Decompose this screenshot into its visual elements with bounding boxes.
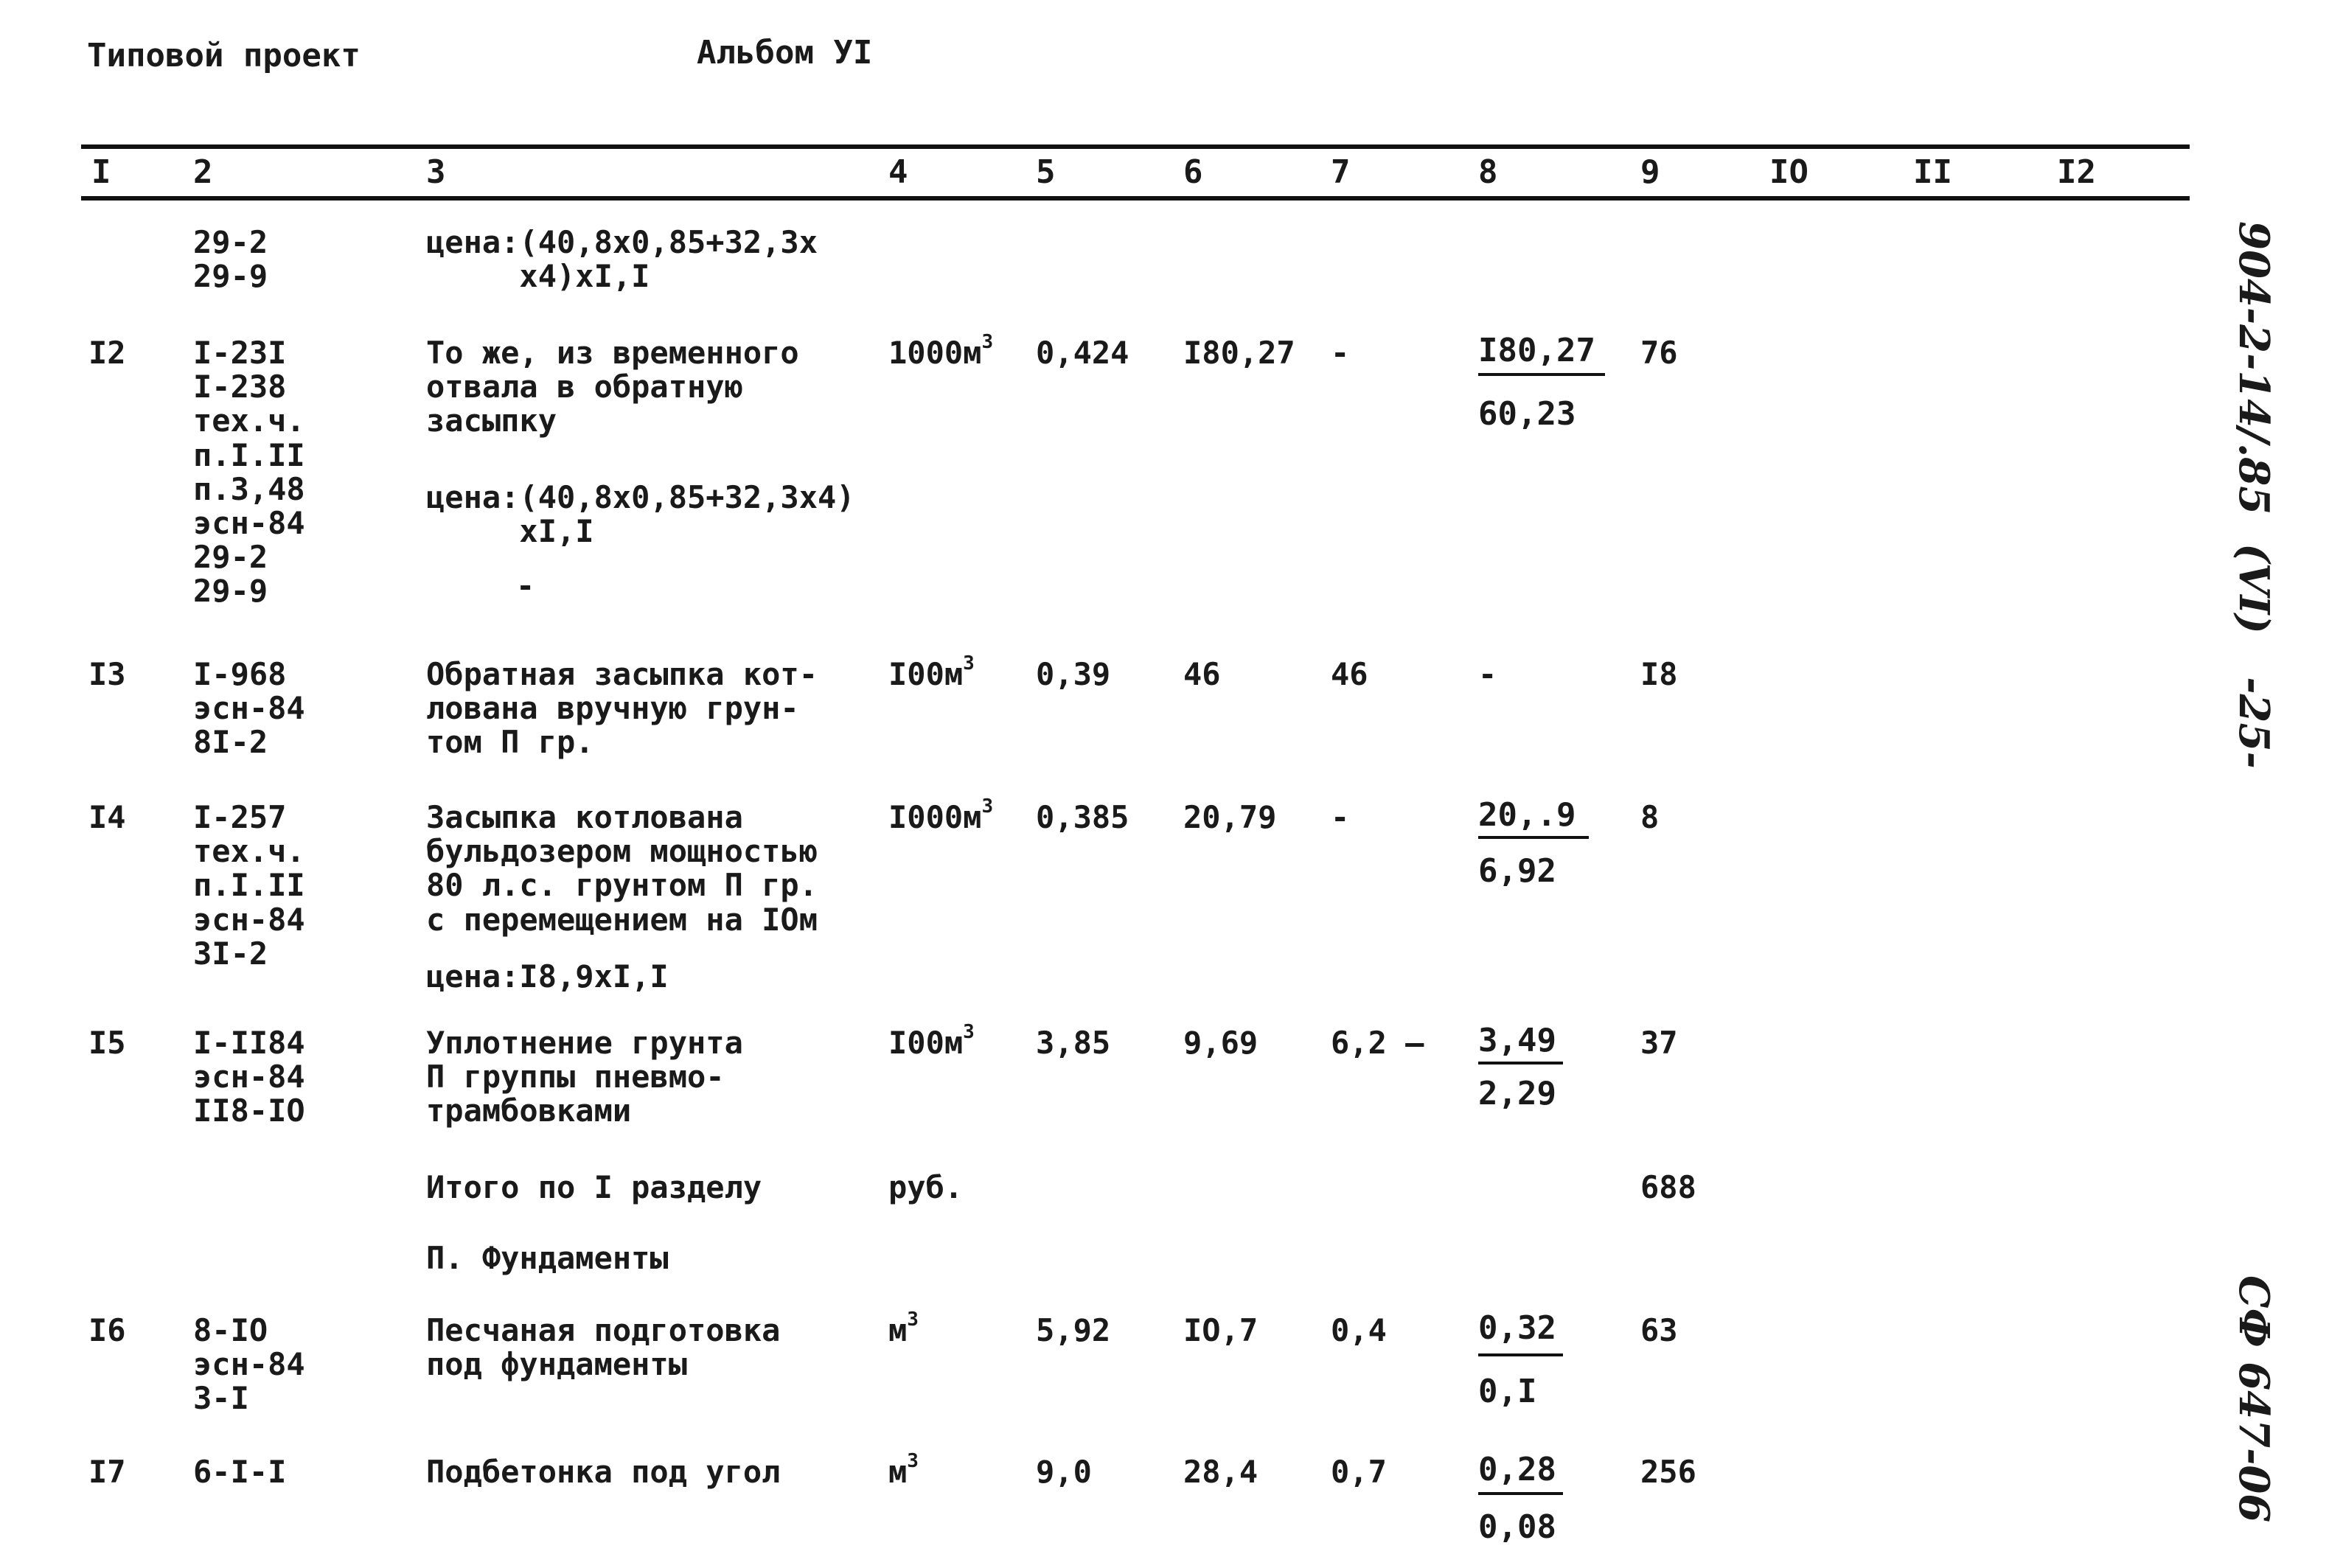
col-header-7: 7 <box>1331 153 1351 191</box>
row15-c8-bottom: 2,29 <box>1478 1075 1556 1112</box>
row17-c8-line <box>1478 1492 1563 1495</box>
row13-desc: Обратная засыпка кот- лована вручную грун- том П гр. <box>426 656 818 761</box>
side-sheet-code: СФ 647-06 <box>2229 1275 2278 1523</box>
row12-c8-top: I80,27 <box>1478 332 1595 369</box>
row15-num: I5 <box>88 1025 126 1061</box>
row13-c9: I8 <box>1640 656 1678 692</box>
row12-qty: 0,424 <box>1036 335 1129 371</box>
row16-unit-sup: 3 <box>907 1309 919 1331</box>
row13-codes: I-968 эсн-84 8I-2 <box>193 656 305 761</box>
col-header-1: I <box>91 153 111 191</box>
row12-desc: То же, из временного отвала в обратную засыпку <box>426 335 799 439</box>
row17-c8-top: 0,28 <box>1478 1451 1556 1488</box>
row15-desc: Уплотнение грунта П группы пневмо- трамбовками <box>426 1025 743 1129</box>
row14-desc: Засыпка котлована бульдозером мощностью 80 л.с. грунтом П гр. с перемещением на IOм <box>426 799 818 938</box>
row17-desc: Подбетонка под угол <box>426 1454 781 1490</box>
col-header-10: IO <box>1769 153 1808 191</box>
row17-unit-text: м <box>888 1454 908 1490</box>
row15-c8-top: 3,49 <box>1478 1022 1556 1059</box>
row16-c8-line <box>1478 1353 1563 1356</box>
row16-desc: Песчаная подготовка под фундаменты <box>426 1312 781 1383</box>
row14-c8-bottom: 6,92 <box>1478 852 1556 890</box>
row15-unit <box>888 1021 975 1061</box>
row12-num: I2 <box>88 335 126 371</box>
row14-c8-top: 20,.9 <box>1478 796 1576 834</box>
row15-c9: 37 <box>1640 1025 1678 1061</box>
row15-unit-sup: 3 <box>963 1021 975 1043</box>
row13-unit <box>888 652 975 692</box>
header-rule-bottom <box>81 196 2190 201</box>
row16-unit <box>888 1309 919 1348</box>
row16-c8-bottom: 0,I <box>1478 1373 1537 1410</box>
row17-unit-sup: 3 <box>907 1450 919 1472</box>
row13-c8: - <box>1478 656 1497 692</box>
row12-c8-bottom: 60,23 <box>1478 395 1576 433</box>
row15-codes: I-II84 эсн-84 II8-IO <box>193 1025 305 1129</box>
row17-c9: 256 <box>1640 1454 1696 1490</box>
col-header-4: 4 <box>888 153 908 191</box>
total-section1-label: Итого по I разделу <box>426 1169 762 1205</box>
total-section1-unit: руб. <box>888 1169 964 1205</box>
row12-dash: - <box>516 568 535 604</box>
row12-c8-line <box>1478 373 1605 376</box>
row14-unit <box>888 795 994 835</box>
row14-c7: - <box>1331 799 1350 835</box>
col-header-3: 3 <box>426 153 446 191</box>
row14-unit-sup: 3 <box>981 795 994 818</box>
row16-qty: 5,92 <box>1036 1312 1111 1348</box>
row16-c6: IO,7 <box>1183 1312 1258 1348</box>
row13-c6: 46 <box>1183 656 1221 692</box>
row14-codes: I-257 тех.ч. п.I.II эсн-84 3I-2 <box>193 799 305 972</box>
row14-c6: 20,79 <box>1183 799 1277 835</box>
row15-unit-text: I00м <box>888 1025 964 1061</box>
row16-c9: 63 <box>1640 1312 1678 1348</box>
row17-num: I7 <box>88 1454 126 1490</box>
row17-c7: 0,7 <box>1331 1454 1387 1490</box>
row12-price-note: цена:(40,8x0,85+32,3x4) xI,I <box>426 479 855 550</box>
row13-qty: 0,39 <box>1036 656 1111 692</box>
row17-c6: 28,4 <box>1183 1454 1258 1490</box>
row15-c7: 6,2 — <box>1331 1025 1424 1061</box>
row13-num: I3 <box>88 656 126 692</box>
row16-unit-text: м <box>888 1312 908 1348</box>
col-header-11: II <box>1913 153 1952 191</box>
col-header-6: 6 <box>1183 153 1203 191</box>
row13-unit-text: I00м <box>888 656 964 692</box>
row15-c8-line <box>1478 1062 1563 1065</box>
col-header-8: 8 <box>1478 153 1498 191</box>
row13-c7: 46 <box>1331 656 1368 692</box>
row13-unit-sup: 3 <box>963 652 975 675</box>
row12-unit-text: 1000м <box>888 335 982 371</box>
row17-unit <box>888 1450 919 1490</box>
row12-c6: I80,27 <box>1183 335 1295 371</box>
row14-price-note: цена:I8,9xI,I <box>426 958 669 994</box>
row16-c7: 0,4 <box>1331 1312 1387 1348</box>
side-project-code: 904-2-14/.85 (VI) -25- <box>2229 221 2278 769</box>
row14-c9: 8 <box>1640 799 1660 835</box>
row12-unit-sup: 3 <box>981 331 994 353</box>
col-header-2: 2 <box>193 153 213 191</box>
row16-codes: 8-IO эсн-84 3-I <box>193 1312 305 1417</box>
row15-c6: 9,69 <box>1183 1025 1258 1061</box>
row12-codes: I-23I I-238 тех.ч. п.I.II п.3,48 эсн-84 29-2 29-9 <box>193 335 305 610</box>
row17-qty: 9,0 <box>1036 1454 1092 1490</box>
album-label: Альбом УI <box>697 34 873 72</box>
col-header-5: 5 <box>1036 153 1056 191</box>
col-header-12: I2 <box>2057 153 2096 191</box>
row14-c8-line <box>1478 836 1589 839</box>
row14-num: I4 <box>88 799 126 835</box>
row14-unit-text: I000м <box>888 799 982 835</box>
row17-c8-bottom: 0,08 <box>1478 1508 1556 1546</box>
col-header-9: 9 <box>1640 153 1660 191</box>
row12-c7: - <box>1331 335 1350 371</box>
row14-qty: 0,385 <box>1036 799 1129 835</box>
row0-desc: цена:(40,8x0,85+32,3x x4)xI,I <box>426 224 818 295</box>
row17-codes: 6-I-I <box>193 1454 287 1490</box>
row0-codes: 29-2 29-9 <box>193 224 268 295</box>
row16-c8-top: 0,32 <box>1478 1309 1556 1347</box>
row12-c9: 76 <box>1640 335 1678 371</box>
row12-unit <box>888 331 994 371</box>
header-rule-top <box>81 144 2190 149</box>
section2-heading: П. Фундаменты <box>426 1240 669 1276</box>
total-section1-value: 688 <box>1640 1169 1696 1205</box>
project-label: Типовой проект <box>87 37 361 74</box>
row16-num: I6 <box>88 1312 126 1348</box>
row15-qty: 3,85 <box>1036 1025 1111 1061</box>
